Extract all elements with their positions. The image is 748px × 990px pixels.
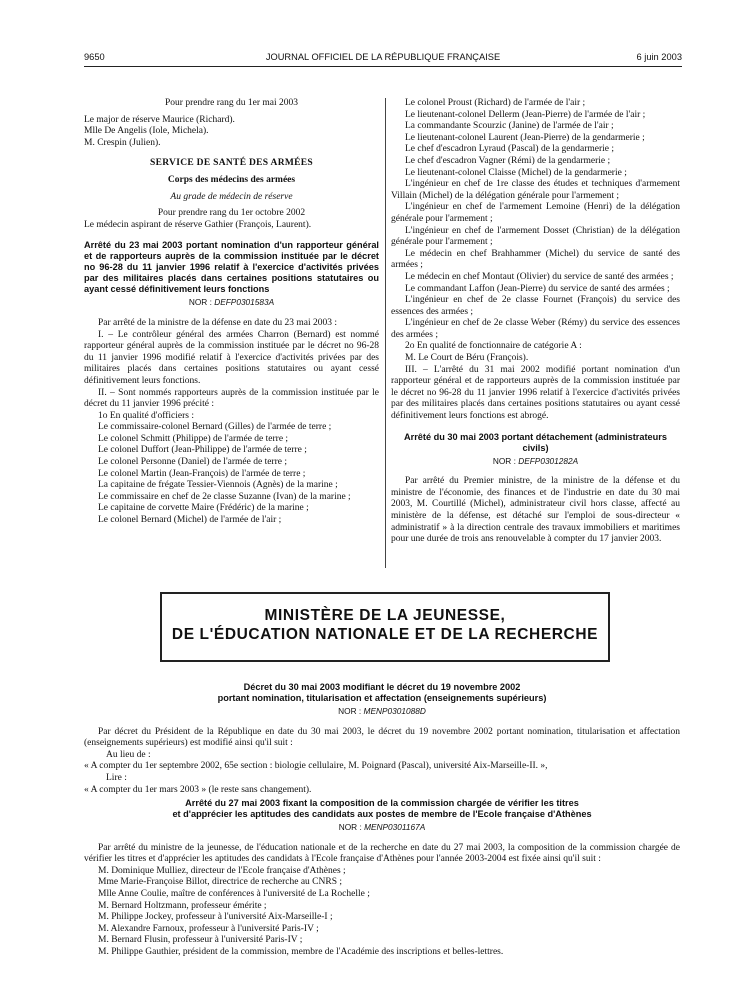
paragraph: Par arrêté du Premier ministre, de la ministre de la défense et du ministre de l'économie, des finances et de l'industrie en date du 30 mai 2003, M. Courtillé (Michel), administrateur civil hors classe, affecté au ministère de la défense, est détaché sur l'emploi de sous-directeur « administratif » à la direction centrale des travaux immobiliers et maritimes pour une durée de trois ans renouvelable à compter du 17 janvier 2003. [391, 476, 680, 545]
issue-date: 6 juin 2003 [636, 52, 682, 62]
list-item: M. Dominique Mulliez, directeur de l'Ecole française d'Athènes ; [98, 865, 346, 876]
list-item: M. Philippe Gauthier, président de la commission, membre de l'Académie des inscriptions et belles-lettres. [98, 946, 504, 957]
page-header [84, 52, 682, 66]
officers-heading: 1o En qualité d'officiers : [98, 410, 194, 421]
nor-reference [84, 706, 680, 718]
list-item: Le colonel Schmitt (Philippe) de l'armée de terre ; [98, 433, 289, 444]
list-item: M. Bernard Flusin, professeur à l'université Paris-IV ; [98, 935, 303, 946]
nor-label: NOR : [338, 822, 362, 832]
list-item: Le lieutenant-colonel Laurent (Jean-Pierre) de la gendarmerie ; [405, 132, 645, 143]
list-item: Le médecin en chef Brahhammer (Michel) du service de santé des armées ; [391, 248, 680, 271]
nor-reference [84, 822, 680, 834]
nor-code: MENP0301088D [363, 706, 426, 716]
rank-line: Pour prendre rang du 1er mai 2003 [165, 98, 298, 108]
reserve-officer: M. Crespin (Julien). [84, 137, 161, 148]
left-column [84, 98, 379, 527]
nor-code: MENP0301167A [364, 822, 426, 832]
civil-heading: 2o En qualité de fonctionnaire de catégorie A : [405, 341, 582, 352]
doctor-line: Le médecin aspirant de réserve Gathier (François, Laurent). [84, 219, 312, 230]
list-item: Mlle Anne Coulie, maître de conférences à l'université de La Rochelle ; [98, 888, 370, 899]
list-item: Le colonel Proust (Richard) de l'armée de l'air ; [405, 98, 586, 108]
list-item: L'ingénieur en chef de l'armement Dosset (Christian) de la délégation générale pour l'armement ; [391, 225, 680, 248]
list-item: L'ingénieur en chef de l'armement Lemoine (Henri) de la délégation générale pour l'armement ; [391, 202, 680, 224]
paragraph: III. – L'arrêté du 31 mai 2002 modifié portant nomination d'un rapporteur général et de rapporteurs auprès de la commission instituée par le décret no 96-28 du 11 janvier 1996 relatif à l'exercice d'activités privées par des militaires placés dans certaines positions statutaires ou ayant cessé définitivement leurs fonctions est abrogé. [391, 364, 680, 422]
nor-reference [391, 456, 680, 468]
officers-list-continued [391, 98, 680, 341]
nor-label: NOR : [188, 297, 212, 308]
decree-title: Arrêté du 23 mai 2003 portant nomination d'un rapporteur général et de rapporteurs auprès de la commission instituée par le décret no 96-28 du 11 janvier 1996 relatif à l'exercice d'activités privées par des militaires placés dans certaines positions statutaires ou ayant cessé définitivement leurs fonctions [84, 240, 379, 295]
decree-title: Arrêté du 27 mai 2003 fixant la composition de la commission chargée de vérifier les titres [185, 798, 579, 808]
decree-title: et d'apprécier les aptitudes des candidats aux postes de membre de l'Ecole française d'Athènes [172, 809, 592, 819]
page-number: 9650 [84, 52, 105, 62]
decree-title: portant nomination, titularisation et affectation (enseignements supérieurs) [217, 693, 547, 703]
list-item: Le chef d'escadron Vagner (Rémi) de la gendarmerie ; [405, 155, 611, 166]
quote: « A compter du 1er septembre 2002, 65e section : biologie cellulaire, M. Poignard (Pascal), université Aix-Marseille-II. », [84, 761, 548, 772]
members-list [84, 866, 680, 959]
officers-list [84, 422, 379, 526]
list-item: Le chef d'escadron Lyraud (Pascal) de la gendarmerie ; [405, 144, 615, 155]
grade-title: Au grade de médecin de réserve [170, 191, 293, 202]
reserve-officer: Le major de réserve Maurice (Richard). [84, 114, 235, 125]
paragraph: I. – Le contrôleur général des armées Charron (Bernard) est nommé rapporteur général auprès de la commission instituée par le décret no 96-28 du 11 janvier 1996 modifié relatif à l'exercice d'activités privées par des militaires placés dans certaines positions statutaires ou ayant cessé définitivement leurs fonctions. [84, 329, 379, 386]
decree-section [84, 682, 680, 796]
list-item: Le médecin en chef Montaut (Olivier) du service de santé des armées ; [405, 271, 674, 282]
nor-label: NOR : [338, 706, 362, 716]
corps-title: Corps des médecins des armées [167, 174, 296, 185]
detach-title: Arrêté du 30 mai 2003 portant détachement (administrateurs civils) [404, 431, 667, 453]
ministry-title-line: DE L'ÉDUCATION NATIONALE ET DE LA RECHERCHE [171, 626, 599, 643]
reserve-officer: Mlle De Angelis (Iole, Michela). [84, 126, 209, 137]
list-item: La commandante Scourzic (Janine) de l'armée de l'air ; [405, 121, 614, 132]
paragraph: Lire : [106, 772, 127, 783]
list-item: Le capitaine de corvette Maire (Frédéric) de la marine ; [98, 503, 309, 514]
list-item: Le colonel Personne (Daniel) de l'armée de terre ; [98, 457, 287, 468]
paragraph: Par arrêté de la ministre de la défense en date du 23 mai 2003 : [98, 317, 337, 328]
list-item: Le colonel Duffort (Jean-Philippe) de l'armée de terre ; [98, 445, 307, 456]
paragraph: Par arrêté du ministre de la jeunesse, de l'éducation nationale et de la recherche en date du 27 mai 2003, la composition de la commission chargée de vérifier les titres et d'apprécier les aptitudes des candidats à l'Ecole française d'Athènes pour l'année 2003-2004 est fixée ainsi qu'il suit : [84, 842, 680, 865]
ministry-box [160, 592, 610, 662]
list-item: Le commissaire-colonel Bernard (Gilles) de l'armée de terre ; [98, 422, 332, 433]
list-item: Le colonel Martin (Jean-François) de l'armée de terre ; [98, 468, 306, 479]
decree-section [84, 798, 680, 959]
list-item: La capitaine de frégate Tessier-Viennois (Agnès) de la marine ; [98, 480, 338, 491]
header-rule [84, 66, 682, 67]
rank-line: Pour prendre rang du 1er octobre 2002 [157, 208, 306, 219]
list-item: L'ingénieur en chef de 2e classe Fournet (François) du service des essences des armées ; [391, 295, 680, 317]
nor-label: NOR : [492, 455, 516, 466]
decree-title: Décret du 30 mai 2003 modifiant le décret du 19 novembre 2002 [243, 682, 521, 692]
list-item: L'ingénieur en chef de 2e classe Weber (Rémy) du service des essences des armées ; [391, 318, 680, 340]
list-item: M. Bernard Holtzmann, professeur émérite ; [98, 900, 267, 911]
right-column [391, 98, 680, 546]
ministry-title-line: MINISTÈRE DE LA JEUNESSE, [264, 607, 506, 624]
list-item: Le commissaire en chef de 2e classe Suzanne (Ivan) de la marine ; [98, 491, 351, 502]
list-item: M. Alexandre Farnoux, professeur à l'université Paris-IV ; [98, 923, 319, 934]
journal-title: JOURNAL OFFICIEL DE LA RÉPUBLIQUE FRANÇAISE [265, 52, 501, 62]
list-item: Le lieutenant-colonel Dellerm (Jean-Pierre) de l'armée de l'air ; [405, 109, 646, 120]
list-item: Mme Marie-Françoise Billot, directrice de recherche au CNRS ; [98, 877, 343, 888]
nor-code: DEFP0301583A [214, 297, 275, 308]
list-item: L'ingénieur en chef de 1re classe des études et techniques d'armement Villain (Michel) de la délégation générale pour l'armement ; [391, 179, 680, 201]
civil-member: M. Le Court de Béru (François). [405, 353, 529, 364]
service-title: SERVICE DE SANTÉ DES ARMÉES [150, 158, 313, 169]
paragraph: Par décret du Président de la République en date du 30 mai 2003, le décret du 19 novembre 2002 portant nomination, titularisation et affectation (enseignements supérieurs) est modifié ainsi qu'il suit : [84, 726, 680, 749]
quote: « A compter du 1er mars 2003 » (le reste sans changement). [84, 784, 312, 795]
paragraph: Au lieu de : [106, 749, 151, 760]
list-item: Le lieutenant-colonel Claisse (Michel) de la gendarmerie ; [405, 167, 627, 178]
list-item: M. Philippe Jockey, professeur à l'université Aix-Marseille-I ; [98, 912, 333, 923]
list-item: Le commandant Laffon (Jean-Pierre) du service de santé des armées ; [405, 283, 670, 294]
column-divider [385, 98, 386, 568]
nor-code: DEFP0301282A [518, 455, 579, 466]
nor-reference [84, 297, 379, 309]
paragraph: II. – Sont nommés rapporteurs auprès de la commission instituée par le décret du 11 janvier 1996 précité : [84, 387, 379, 410]
list-item: Le colonel Bernard (Michel) de l'armée de l'air ; [98, 515, 282, 526]
